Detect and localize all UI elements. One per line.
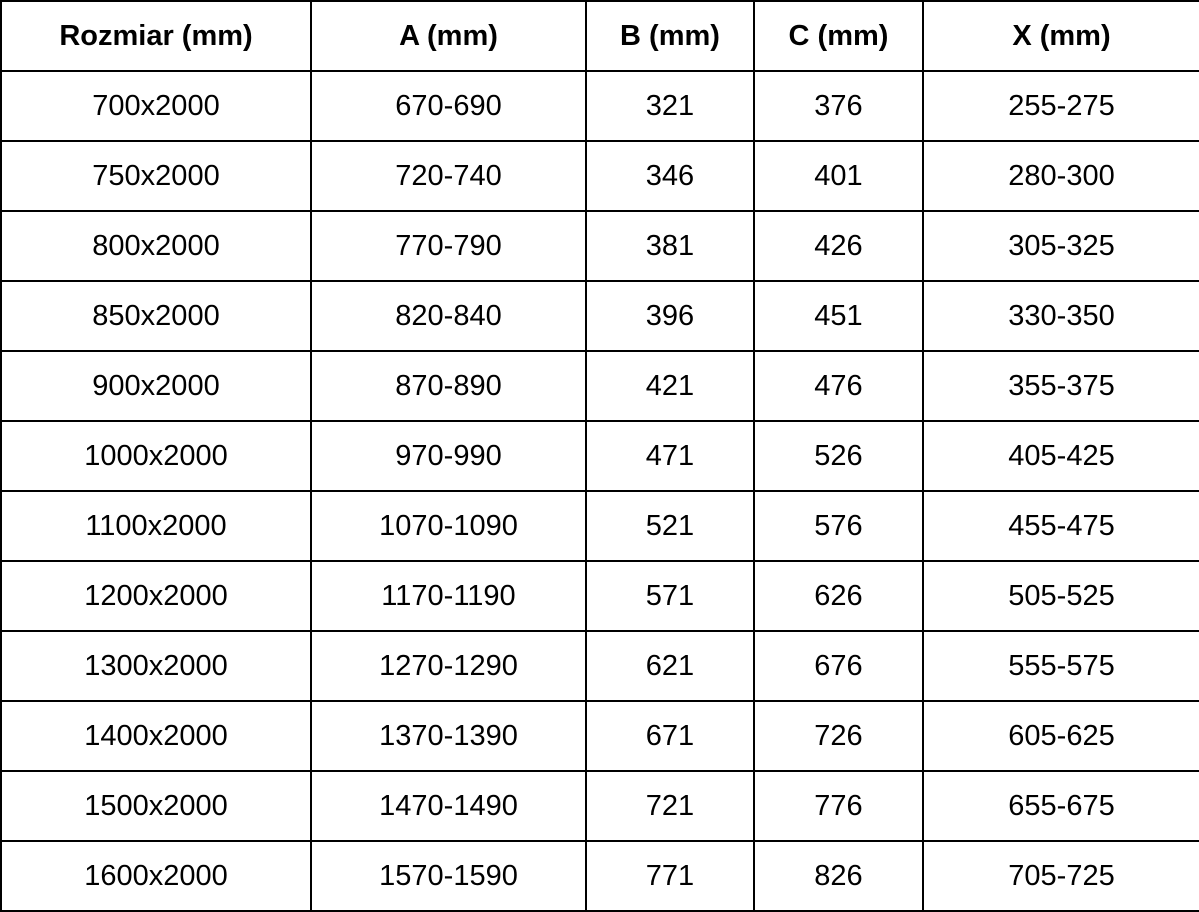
cell-b: 721 bbox=[586, 771, 754, 841]
cell-rozmiar: 1500x2000 bbox=[1, 771, 311, 841]
cell-a: 1570-1590 bbox=[311, 841, 586, 911]
table-row bbox=[1, 71, 1199, 141]
table-row bbox=[1, 771, 1199, 841]
cell-c: 526 bbox=[754, 421, 923, 491]
table-row bbox=[1, 421, 1199, 491]
cell-b: 571 bbox=[586, 561, 754, 631]
cell-a: 1370-1390 bbox=[311, 701, 586, 771]
cell-b: 346 bbox=[586, 141, 754, 211]
table-header bbox=[1, 1, 1199, 71]
cell-c: 426 bbox=[754, 211, 923, 281]
table-row bbox=[1, 211, 1199, 281]
table-row bbox=[1, 841, 1199, 911]
cell-rozmiar: 1300x2000 bbox=[1, 631, 311, 701]
cell-x: 330-350 bbox=[923, 281, 1199, 351]
cell-c: 576 bbox=[754, 491, 923, 561]
cell-b: 321 bbox=[586, 71, 754, 141]
cell-a: 1470-1490 bbox=[311, 771, 586, 841]
cell-b: 671 bbox=[586, 701, 754, 771]
cell-rozmiar: 1200x2000 bbox=[1, 561, 311, 631]
cell-x: 605-625 bbox=[923, 701, 1199, 771]
cell-x: 255-275 bbox=[923, 71, 1199, 141]
cell-c: 776 bbox=[754, 771, 923, 841]
column-header-x: X (mm) bbox=[923, 1, 1199, 71]
cell-x: 555-575 bbox=[923, 631, 1199, 701]
cell-b: 621 bbox=[586, 631, 754, 701]
table-row bbox=[1, 701, 1199, 771]
table-body bbox=[1, 71, 1199, 911]
cell-c: 726 bbox=[754, 701, 923, 771]
cell-c: 451 bbox=[754, 281, 923, 351]
column-header-c: C (mm) bbox=[754, 1, 923, 71]
cell-x: 655-675 bbox=[923, 771, 1199, 841]
cell-c: 376 bbox=[754, 71, 923, 141]
cell-c: 626 bbox=[754, 561, 923, 631]
cell-x: 305-325 bbox=[923, 211, 1199, 281]
cell-rozmiar: 850x2000 bbox=[1, 281, 311, 351]
cell-c: 401 bbox=[754, 141, 923, 211]
cell-x: 505-525 bbox=[923, 561, 1199, 631]
cell-rozmiar: 750x2000 bbox=[1, 141, 311, 211]
cell-x: 280-300 bbox=[923, 141, 1199, 211]
cell-rozmiar: 1600x2000 bbox=[1, 841, 311, 911]
cell-c: 476 bbox=[754, 351, 923, 421]
cell-a: 870-890 bbox=[311, 351, 586, 421]
table-row bbox=[1, 351, 1199, 421]
cell-rozmiar: 700x2000 bbox=[1, 71, 311, 141]
cell-rozmiar: 800x2000 bbox=[1, 211, 311, 281]
cell-b: 771 bbox=[586, 841, 754, 911]
cell-b: 521 bbox=[586, 491, 754, 561]
cell-x: 405-425 bbox=[923, 421, 1199, 491]
cell-rozmiar: 1400x2000 bbox=[1, 701, 311, 771]
cell-a: 720-740 bbox=[311, 141, 586, 211]
table-row bbox=[1, 281, 1199, 351]
cell-rozmiar: 1000x2000 bbox=[1, 421, 311, 491]
table-row bbox=[1, 631, 1199, 701]
column-header-b: B (mm) bbox=[586, 1, 754, 71]
cell-rozmiar: 1100x2000 bbox=[1, 491, 311, 561]
cell-a: 1070-1090 bbox=[311, 491, 586, 561]
cell-b: 381 bbox=[586, 211, 754, 281]
table-row bbox=[1, 491, 1199, 561]
cell-c: 826 bbox=[754, 841, 923, 911]
table-row bbox=[1, 561, 1199, 631]
cell-a: 1270-1290 bbox=[311, 631, 586, 701]
column-header-rozmiar: Rozmiar (mm) bbox=[1, 1, 311, 71]
cell-c: 676 bbox=[754, 631, 923, 701]
cell-a: 820-840 bbox=[311, 281, 586, 351]
cell-a: 1170-1190 bbox=[311, 561, 586, 631]
table-row bbox=[1, 141, 1199, 211]
cell-b: 396 bbox=[586, 281, 754, 351]
cell-x: 355-375 bbox=[923, 351, 1199, 421]
cell-b: 421 bbox=[586, 351, 754, 421]
cell-x: 455-475 bbox=[923, 491, 1199, 561]
cell-x: 705-725 bbox=[923, 841, 1199, 911]
column-header-a: A (mm) bbox=[311, 1, 586, 71]
cell-a: 670-690 bbox=[311, 71, 586, 141]
cell-rozmiar: 900x2000 bbox=[1, 351, 311, 421]
cell-a: 970-990 bbox=[311, 421, 586, 491]
header-row bbox=[1, 1, 1199, 71]
cell-b: 471 bbox=[586, 421, 754, 491]
cell-a: 770-790 bbox=[311, 211, 586, 281]
